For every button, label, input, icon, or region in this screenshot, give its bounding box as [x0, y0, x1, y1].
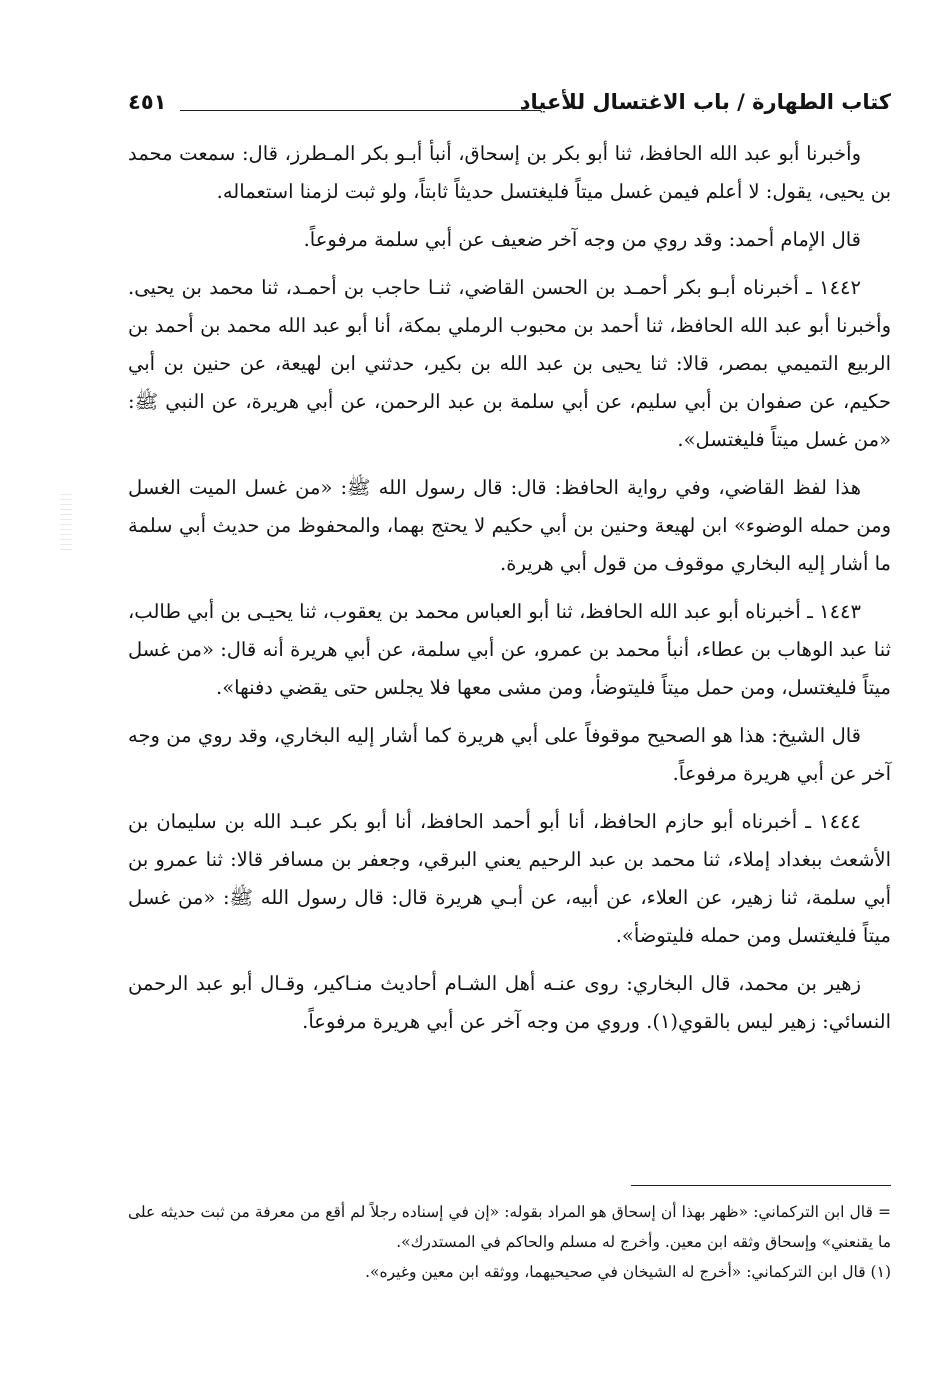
- footnote-1: (١) قال ابن التركماني: «أخرج له الشيخان في صحيحيهما، ووثقه ابن معين وغيره».: [365, 1263, 891, 1281]
- hadith-1444: ١٤٤٤ ـ أخبرناه أبو حازم الحافظ، أنا أبو أحمد الحافظ، أنا أبو بكر عبـد الله بن سليمان بن الأشعث ببغداد إملاء، ثنا محمد بن عبد الرحيم يعني البرقي، وجعفر بن مسافر قالا: ثنا عمرو بن أبي سلمة، ثنا زهير، عن العلاء، عن أبيه، عن أبـي هريرة قال: قال رسول الله ﷺ: «من غسل ميتاً فليغتسل ومن حمله فليتوضأ».: [128, 810, 891, 947]
- paragraph: قال الشيخ: هذا هو الصحيح موقوفاً على أبي هريرة كما أشار إليه البخاري، وقد روي من وجه آخر عن أبي هريرة مرفوعاً.: [128, 724, 891, 785]
- paragraph: زهير بن محمد، قال البخاري: روى عنـه أهل الشـام أحاديث منـاكير، وقـال أبو عبد الرحمن النسائي: زهير ليس بالقوي(١). وروي من وجه آخر عن أبي هريرة مرفوعاً.: [128, 972, 891, 1033]
- hadith-1442: ١٤٤٢ ـ أخبرناه أبـو بكر أحمـد بن الحسن القاضي، ثنـا حاجب بن أحمـد، ثنا محمد بن يحيى. وأخبرنا أبو عبد الله الحافظ، ثنا أحمد بن محبوب الرملي بمكة، أنا أبو عبد الله محمد بن أحمد بن الربيع التميمي بمصر، قالا: ثنا يحيى بن عبد الله بن بكير، حدثني ابن لهيعة، عن حنين بن أبي حكيم، عن صفوان بن أبي سليم، عن أبي سلمة بن عبد الرحمن، عن أبي هريرة، عن النبي ﷺ: «من غسل ميتاً فليغتسل».: [128, 276, 891, 451]
- header-rule: [180, 110, 541, 111]
- scan-artifact: [60, 490, 72, 550]
- page-header: [128, 82, 891, 122]
- footnote-continued: = قال ابن التركماني: «ظهر بهذا أن إسحاق هو المراد بقوله: «إن في إسناده رجلاً لم أقع من معرفة من ثبت حديثه على ما يقنعني» وإسحاق وثقه ابن معين. وأخرج له مسلم والحاكم في المستدرك».: [128, 1203, 891, 1251]
- paragraph: قال الإمام أحمد: وقد روي من وجه آخر ضعيف عن أبي سلمة مرفوعاً.: [303, 228, 861, 251]
- paragraph: وأخبرنا أبو عبد الله الحافظ، ثنا أبو بكر بن إسحاق، أنبأ أبـو بكر المـطرز، قال: سمعت محمد بن يحيى، يقول: لا أعلم فيمن غسل ميتاً فليغتسل حديثاً ثابتاً، ولو ثبت لزمنا استعماله.: [128, 142, 891, 203]
- running-title: كتاب الطهارة / باب الاغتسال للأعياد: [519, 90, 891, 114]
- footnote-rule: [631, 1185, 891, 1186]
- hadith-1443: ١٤٤٣ ـ أخبرناه أبو عبد الله الحافظ، ثنا أبو العباس محمد بن يعقوب، ثنا يحيـى بن أبي طالب، ثنا عبد الوهاب بن عطاء، أنبأ محمد بن عمرو، عن أبي سلمة، عن أبي هريرة أنه قال: «من غسل ميتاً فليغتسل، ومن حمل ميتاً فليتوضأ، ومن مشى معها فلا يجلس حتى يقضي دفنها».: [128, 600, 891, 699]
- main-text: [128, 135, 891, 1051]
- footnotes: [128, 1197, 891, 1287]
- paragraph: هذا لفظ القاضي، وفي رواية الحافظ: قال: قال رسول الله ﷺ: «من غسل الميت الغسل ومن حمله الوضوء» ابن لهيعة وحنين بن أبي حكيم لا يحتج بهما، والمحفوظ من حديث أبي سلمة ما أشار إليه البخاري موقوف من قول أبي هريرة.: [128, 476, 891, 575]
- page-number: ٤٥١: [128, 90, 167, 114]
